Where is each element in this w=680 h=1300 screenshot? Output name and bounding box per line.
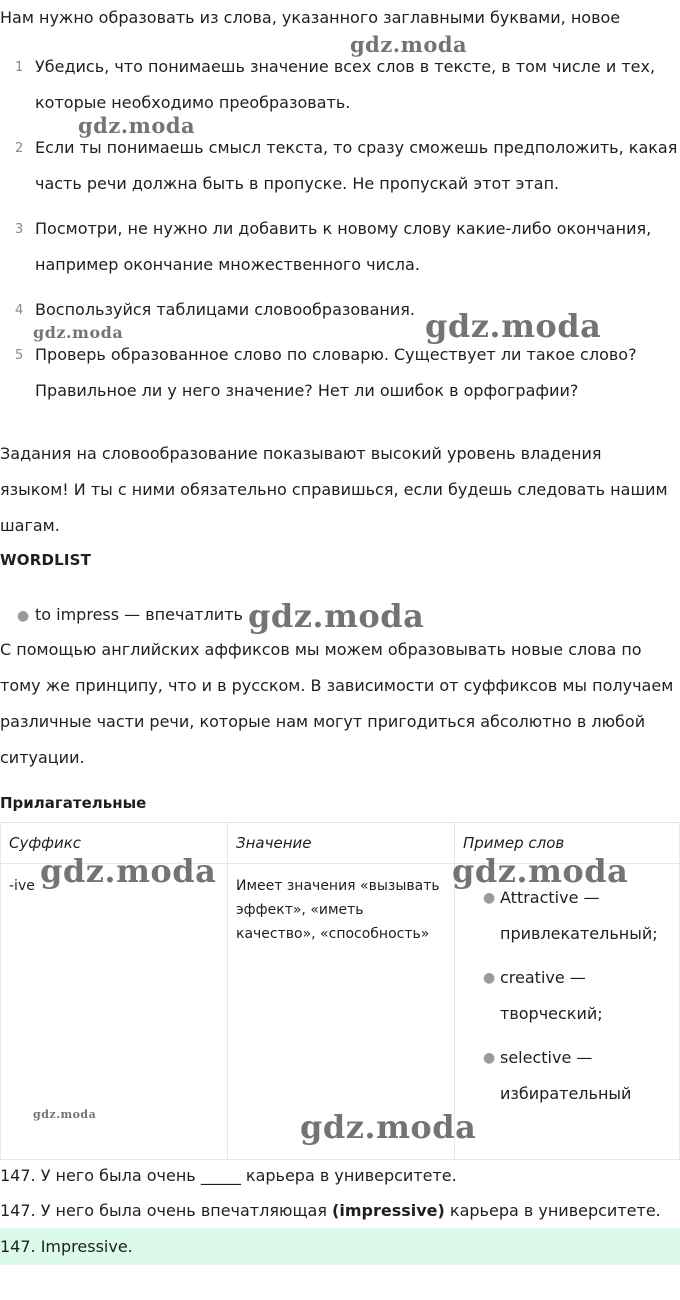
step-line: Если ты понимаешь смысл текста, то сразу сможешь предположить, какая: [35, 138, 678, 157]
step-line: Проверь образованное слово по словарю. Существует ли такое слово?: [35, 345, 637, 364]
step-number: 1: [15, 60, 24, 75]
step-line: Посмотри, не нужно ли добавить к новому слову какие-либо окончания,: [35, 219, 652, 238]
meaning-value: Имеет значения «вызывать эффект», «иметь качество», «способность»: [236, 878, 440, 942]
example-word: selective —: [500, 1048, 593, 1067]
answer-text: 147. Impressive.: [0, 1237, 133, 1256]
example-translation: избирательный: [500, 1084, 632, 1103]
table-header: Пример слов: [455, 823, 680, 864]
bullet-icon: ●: [17, 608, 30, 624]
step-line: которые необходимо преобразовать.: [35, 93, 351, 112]
watermark: gdz.moda: [425, 307, 602, 345]
examples-cell: [455, 864, 680, 1160]
summary-line: языком! И ты с ними обязательно справишься, если будешь следовать нашим: [0, 480, 668, 499]
affix-line: С помощью английских аффиксов мы можем образовывать новые слова по: [0, 640, 642, 659]
example-word: Attractive —: [500, 888, 600, 907]
step-line: Убедись, что понимаешь значение всех слов в тексте, в том числе и тех,: [35, 57, 656, 76]
task-prompt: 147. У него была очень _____ карьера в университете.: [0, 1166, 457, 1185]
example-word: creative —: [500, 968, 586, 987]
table-header: Суффикс: [1, 823, 228, 864]
task-solved-answer-word: (impressive): [332, 1201, 445, 1220]
step-line: например окончание множественного числа.: [35, 255, 420, 274]
answer-box: [0, 1228, 680, 1265]
bullet-icon: ●: [483, 1050, 496, 1066]
affix-line: ситуации.: [0, 748, 85, 767]
watermark: gdz.moda: [33, 323, 124, 342]
list-item: [463, 1040, 671, 1112]
watermark: gdz.moda: [248, 597, 425, 635]
watermark: gdz.moda: [452, 852, 629, 890]
example-translation: творческий;: [500, 1004, 603, 1023]
task-solved-before: 147. У него была очень впечатляющая: [0, 1201, 333, 1220]
step-line: часть речи должна быть в пропуске. Не пропускай этот этап.: [35, 174, 560, 193]
step-number: 3: [15, 222, 24, 237]
list-item: [463, 960, 671, 1032]
step-line: Воспользуйся таблицами словообразования.: [35, 300, 415, 319]
watermark: gdz.moda: [300, 1108, 477, 1146]
task-solved: [0, 1193, 661, 1229]
summary-line: Задания на словообразование показывают высокий уровень владения: [0, 444, 602, 463]
watermark: gdz.moda: [350, 32, 468, 57]
watermark: gdz.moda: [40, 852, 217, 890]
watermark: gdz.moda: [78, 113, 196, 138]
wordlist-heading: WORDLIST: [0, 551, 92, 569]
step-number: 2: [15, 141, 24, 156]
example-translation: привлекательный;: [500, 924, 658, 943]
step-number: 5: [15, 348, 24, 363]
suffix-value: -ive: [9, 878, 35, 894]
examples-list: [463, 880, 671, 1112]
wordlist-item: to impress — впечатлить: [35, 605, 243, 624]
bullet-icon: ●: [483, 970, 496, 986]
adjectives-heading: Прилагательные: [0, 794, 147, 812]
list-item: [463, 880, 671, 952]
summary-line: шагам.: [0, 516, 60, 535]
step-line: Правильное ли у него значение? Нет ли ошибок в орфографии?: [35, 381, 579, 400]
watermark: gdz.moda: [33, 1108, 97, 1121]
affix-line: различные части речи, которые нам могут пригодиться абсолютно в любой: [0, 712, 646, 731]
intro-text: Нам нужно образовать из слова, указанного заглавными буквами, новое: [0, 8, 621, 27]
affix-line: тому же принципу, что и в русском. В зависимости от суффиксов мы получаем: [0, 676, 674, 695]
task-solved-after: карьера в университете.: [444, 1201, 661, 1220]
step-number: 4: [15, 303, 24, 318]
bullet-icon: ●: [483, 890, 496, 906]
table-header: Значение: [228, 823, 455, 864]
